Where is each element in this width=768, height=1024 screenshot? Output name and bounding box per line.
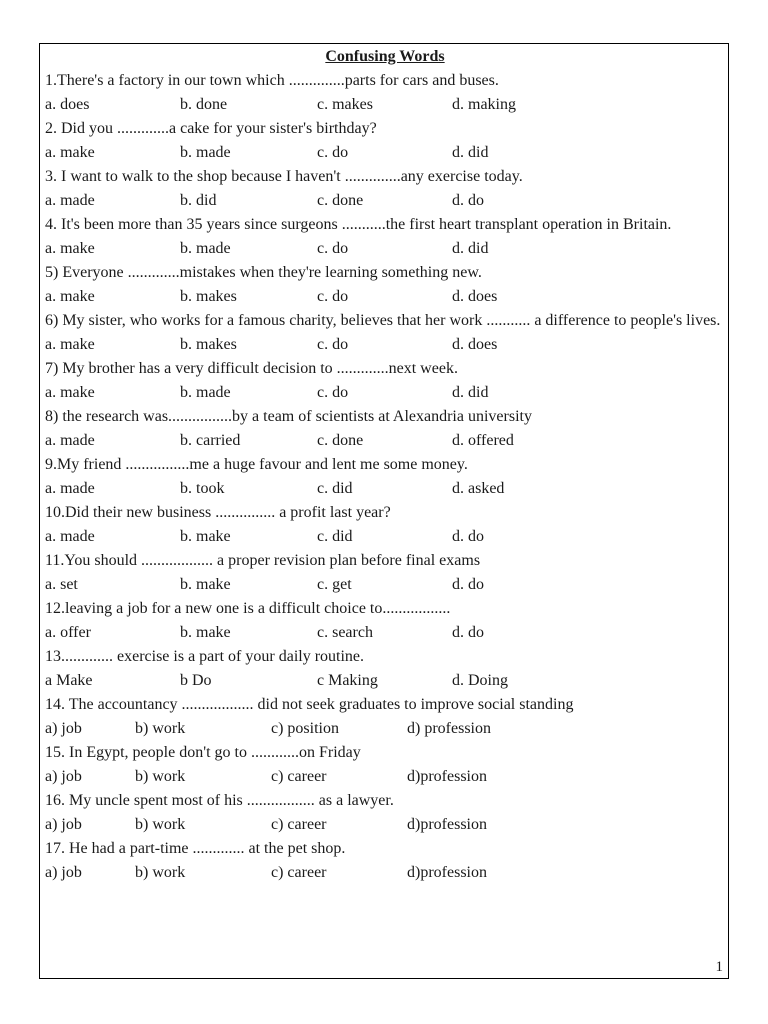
option-b[interactable]: b. made xyxy=(180,144,231,161)
option-c[interactable]: c. did xyxy=(317,480,353,497)
question-text: 9.My friend ................me a huge favour and lent me some money. xyxy=(45,456,468,473)
option-c[interactable]: c. do xyxy=(317,288,349,305)
option-d[interactable]: d. offered xyxy=(452,432,514,449)
option-a[interactable]: a. make xyxy=(45,144,95,161)
question-text: 12.leaving a job for a new one is a difficult choice to................. xyxy=(45,600,451,617)
option-a[interactable]: a. make xyxy=(45,240,95,257)
option-d[interactable]: d)profession xyxy=(407,768,487,785)
option-d[interactable]: d. did xyxy=(452,384,489,401)
option-c[interactable]: c. do xyxy=(317,384,349,401)
option-c[interactable]: c. do xyxy=(317,240,349,257)
option-b[interactable]: b. makes xyxy=(180,336,237,353)
worksheet xyxy=(45,45,725,885)
option-c[interactable]: c. done xyxy=(317,432,364,449)
question-text: 15. In Egypt, people don't go to ............on Friday xyxy=(45,744,361,761)
option-a[interactable]: a. set xyxy=(45,576,78,593)
answer-options xyxy=(45,381,725,405)
option-b[interactable]: b. carried xyxy=(180,432,241,449)
option-a[interactable]: a Make xyxy=(45,672,93,689)
option-d[interactable]: d. do xyxy=(452,528,484,545)
option-d[interactable]: d. does xyxy=(452,288,498,305)
question-text: 4. It's been more than 35 years since surgeons ...........the first heart transplant operation in Britain. xyxy=(45,216,672,233)
option-b[interactable]: b. make xyxy=(180,624,231,641)
question-text: 1.There's a factory in our town which ..............parts for cars and buses. xyxy=(45,72,499,89)
option-c[interactable]: c. get xyxy=(317,576,352,593)
answer-options xyxy=(45,141,725,165)
option-d[interactable]: d. Doing xyxy=(452,672,508,689)
option-a[interactable]: a) job xyxy=(45,864,82,881)
option-b[interactable]: b. took xyxy=(180,480,225,497)
option-b[interactable]: b. made xyxy=(180,384,231,401)
option-d[interactable]: d. making xyxy=(452,96,516,113)
answer-options xyxy=(45,93,725,117)
option-d[interactable]: d)profession xyxy=(407,816,487,833)
option-d[interactable]: d. do xyxy=(452,624,484,641)
question-text: 5) Everyone .............mistakes when they're learning something new. xyxy=(45,264,482,281)
answer-options xyxy=(45,813,725,837)
answer-options xyxy=(45,621,725,645)
option-b[interactable]: b) work xyxy=(135,720,186,737)
option-a[interactable]: a. made xyxy=(45,432,95,449)
option-c[interactable]: c) position xyxy=(271,720,339,737)
option-b[interactable]: b) work xyxy=(135,816,186,833)
option-d[interactable]: d. asked xyxy=(452,480,505,497)
answer-options xyxy=(45,333,725,357)
option-a[interactable]: a. make xyxy=(45,384,95,401)
option-a[interactable]: a. make xyxy=(45,336,95,353)
answer-options xyxy=(45,669,725,693)
option-c[interactable]: c. search xyxy=(317,624,373,641)
answer-options xyxy=(45,189,725,213)
question-text: 7) My brother has a very difficult decision to .............next week. xyxy=(45,360,458,377)
option-d[interactable]: d. does xyxy=(452,336,498,353)
option-b[interactable]: b) work xyxy=(135,768,186,785)
option-b[interactable]: b. did xyxy=(180,192,217,209)
option-a[interactable]: a) job xyxy=(45,720,82,737)
option-c[interactable]: c) career xyxy=(271,816,327,833)
question-text: 13............. exercise is a part of your daily routine. xyxy=(45,648,365,665)
option-c[interactable]: c. makes xyxy=(317,96,373,113)
option-c[interactable]: c) career xyxy=(271,864,327,881)
option-d[interactable]: d) profession xyxy=(407,720,491,737)
option-d[interactable]: d. do xyxy=(452,192,484,209)
answer-options xyxy=(45,477,725,501)
answer-options xyxy=(45,285,725,309)
option-b[interactable]: b. make xyxy=(180,576,231,593)
option-c[interactable]: c. do xyxy=(317,336,349,353)
option-b[interactable]: b. made xyxy=(180,240,231,257)
answer-options xyxy=(45,717,725,741)
question-text: 3. I want to walk to the shop because I haven't ..............any exercise today. xyxy=(45,168,523,185)
question-text: 8) the research was................by a team of scientists at Alexandria university xyxy=(45,408,532,425)
option-d[interactable]: d. did xyxy=(452,240,489,257)
option-c[interactable]: c) career xyxy=(271,768,327,785)
option-b[interactable]: b. makes xyxy=(180,288,237,305)
option-a[interactable]: a) job xyxy=(45,768,82,785)
option-b[interactable]: b. done xyxy=(180,96,228,113)
option-b[interactable]: b. make xyxy=(180,528,231,545)
option-a[interactable]: a. made xyxy=(45,480,95,497)
question-text: 10.Did their new business ............... a profit last year? xyxy=(45,504,391,521)
option-a[interactable]: a. make xyxy=(45,288,95,305)
option-a[interactable]: a) job xyxy=(45,816,82,833)
option-c[interactable]: c. do xyxy=(317,144,349,161)
answer-options xyxy=(45,525,725,549)
answer-options xyxy=(45,861,725,885)
option-a[interactable]: a. does xyxy=(45,96,90,113)
option-d[interactable]: d. did xyxy=(452,144,489,161)
question-text: 2. Did you .............a cake for your sister's birthday? xyxy=(45,120,377,137)
answer-options xyxy=(45,237,725,261)
question-text: 16. My uncle spent most of his ................. as a lawyer. xyxy=(45,792,394,809)
option-a[interactable]: a. made xyxy=(45,192,95,209)
option-b[interactable]: b) work xyxy=(135,864,186,881)
option-b[interactable]: b Do xyxy=(180,672,212,689)
option-d[interactable]: d. do xyxy=(452,576,484,593)
option-c[interactable]: c. did xyxy=(317,528,353,545)
question-text: 6) My sister, who works for a famous charity, believes that her work ........... a difference to people's lives. xyxy=(45,312,721,329)
answer-options xyxy=(45,429,725,453)
question-text: 11.You should .................. a proper revision plan before final exams xyxy=(45,552,481,569)
option-c[interactable]: c. done xyxy=(317,192,364,209)
page-number: 1 xyxy=(715,959,723,975)
option-d[interactable]: d)profession xyxy=(407,864,487,881)
option-c[interactable]: c Making xyxy=(317,672,378,689)
question-text: 17. He had a part-time ............. at the pet shop. xyxy=(45,840,346,857)
answer-options xyxy=(45,765,725,789)
page-title: Confusing Words xyxy=(325,48,445,65)
answer-options xyxy=(45,573,725,597)
option-a[interactable]: a. made xyxy=(45,528,95,545)
question-text: 14. The accountancy .................. did not seek graduates to improve social standing xyxy=(45,696,574,713)
option-a[interactable]: a. offer xyxy=(45,624,91,641)
